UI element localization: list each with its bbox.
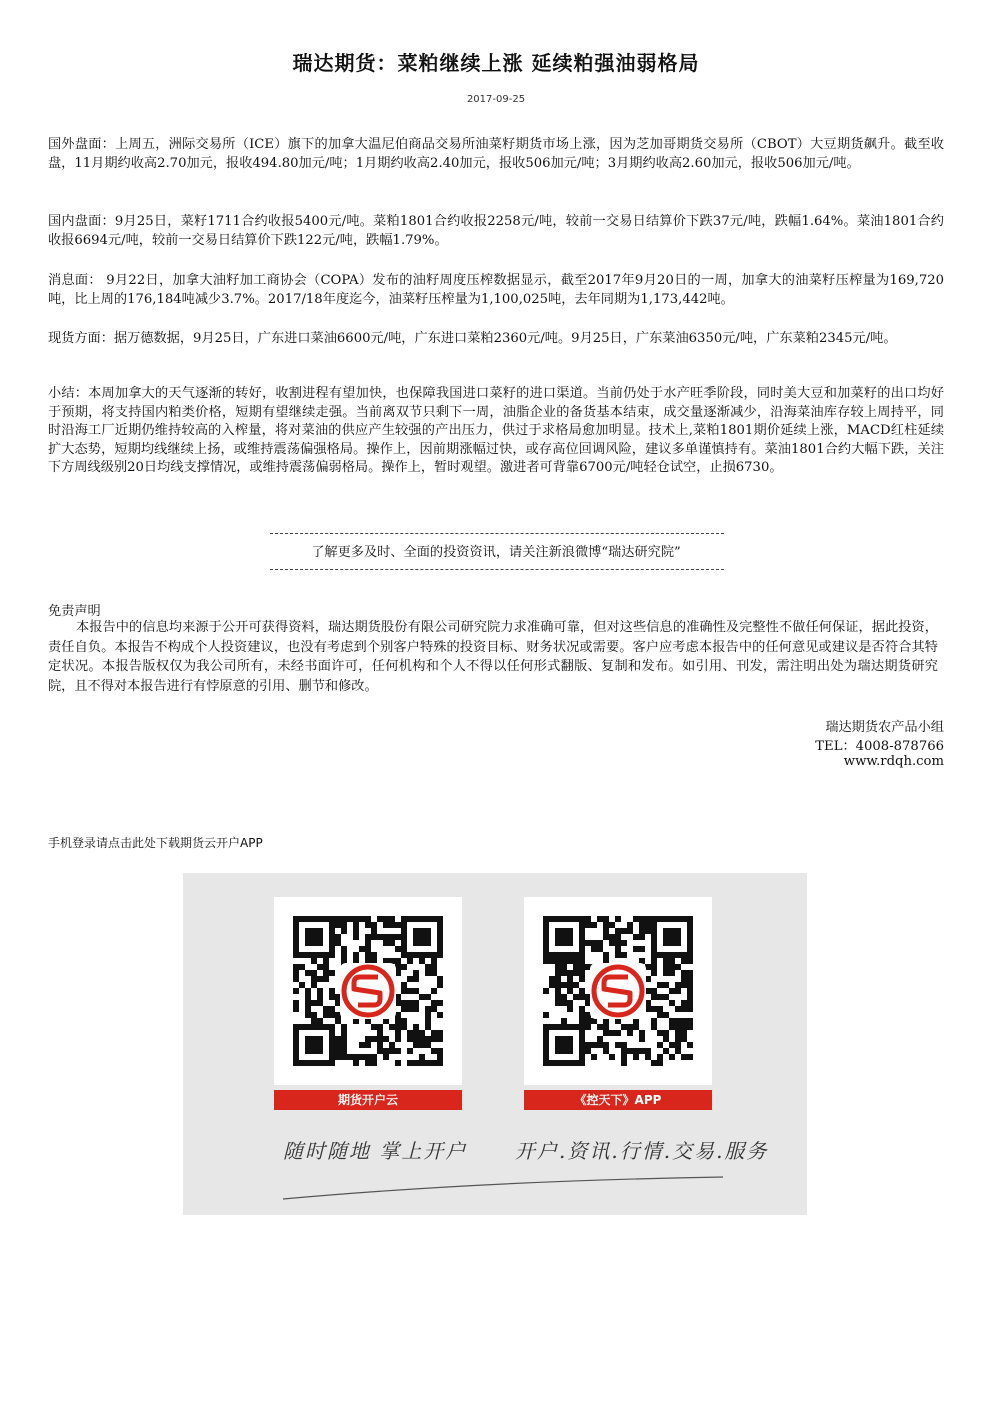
qr-code-icon[interactable] bbox=[274, 897, 462, 1085]
divider-top bbox=[270, 533, 724, 534]
signature-team: 瑞达期货农产品小组 bbox=[825, 720, 944, 735]
app-download-banner[interactable] bbox=[183, 873, 807, 1215]
follow-note: 了解更多及时、全面的投资资讯，请关注新浪微博“瑞达研究院” bbox=[311, 545, 681, 560]
domestic-market-paragraph: 国内盘面：9月25日，菜籽1711合约收报5400元/吨。菜粕1801合约收报2258元/吨，较前一交易日结算价下跌37元/吨，跌幅1.64%。菜油1801合约收报6694元/吨，较前一交易日结算价下跌122元/吨，跌幅1.79%。 bbox=[48, 214, 944, 248]
slogan-right: 开户.资讯.行情.交易.服务 bbox=[515, 1139, 769, 1163]
divider-bottom bbox=[270, 569, 724, 570]
qr-code-icon[interactable] bbox=[524, 897, 712, 1085]
spot-paragraph: 现货方面：据万德数据，9月25日，广东进口菜油6600元/吨，广东进口菜粕2360元/吨。9月25日，广东菜油6350元/吨，广东菜粕2345元/吨。 bbox=[48, 331, 897, 346]
swoosh-decoration bbox=[183, 1173, 807, 1203]
disclaimer-title: 免责声明 bbox=[48, 604, 101, 619]
summary-paragraph: 小结：本周加拿大的天气逐渐的转好，收割进程有望加快，也保障我国进口菜籽的进口渠道。当前仍处于水产旺季阶段，同时美大豆和加菜籽的出口均好于预期，将支持国内粕类价格，短期有望继续走强。当前离双节只剩下一周，油脂企业的备货基本结束，成交量逐渐减少，沿海菜油库存较上周持平，同时沿海工厂近期仍维持较高的入榨量，将对菜油的供应产生较强的产出压力，供过于求格局愈加明显。技术上,菜粕1801期价延续上涨，MACD红柱延续扩大态势，短期均线继续上扬，或维持震荡偏强格局。操作上，因前期涨幅过快，或存高位回调风险，建议多单谨慎持有。菜油1801合约大幅下跌，关注下方周线级别20日均线支撑情况，或维持震荡偏弱格局。操作上，暂时观望。激进者可背靠6700元/吨轻仓试空，止损6730。 bbox=[48, 386, 945, 476]
signature-tel: TEL：4008-878766 bbox=[815, 739, 944, 754]
qr-left-label: 期货开户云 bbox=[274, 1090, 462, 1110]
report-date: 2017-09-25 bbox=[466, 94, 526, 105]
page-title: 瑞达期货：菜粕继续上涨 延续粕强油弱格局 bbox=[292, 51, 700, 75]
qr-right-label: 《控天下》APP bbox=[524, 1090, 712, 1110]
app-download-link[interactable]: 手机登录请点击此处下载期货云开户APP bbox=[48, 836, 263, 850]
overseas-market-paragraph: 国外盘面：上周五，洲际交易所（ICE）旗下的加拿大温尼伯商品交易所油菜籽期货市场上涨，因为芝加哥期货交易所（CBOT）大豆期货飙升。截至收盘，11月期约收高2.70加元，报收494.80加元/吨；1月期约收高2.40加元，报收506加元/吨；3月期约收高2.60加元，报收506加元/吨。 bbox=[48, 137, 944, 171]
disclaimer-body: 本报告中的信息均来源于公开可获得资料，瑞达期货股份有限公司研究院力求准确可靠，但对这些信息的准确性及完整性不做任何保证，据此投资，责任自负。本报告不构成个人投资建议，也没有考虑到个别客户特殊的投资目标、财务状况或需要。客户应考虑本报告中的任何意见或建议是否符合其特定状况。本报告版权仅为我公司所有，未经书面许可，任何机构和个人不得以任何形式翻版、复制和发布。如引用、刊发，需注明出处为瑞达期货研究院，且不得对本报告进行有悖原意的引用、删节和修改。 bbox=[48, 620, 938, 694]
news-paragraph: 消息面： 9月22日，加拿大油籽加工商协会（COPA）发布的油籽周度压榨数据显示，截至2017年9月20日的一周，加拿大的油菜籽压榨量为169,720吨，比上周的176,184吨减少3.7%。2017/18年度迄今，油菜籽压榨量为1,100,025吨，去年同期为1,173,442吨。 bbox=[48, 273, 944, 307]
slogan-left: 随时随地 掌上开户 bbox=[283, 1139, 468, 1163]
signature-website[interactable]: www.rdqh.com bbox=[843, 754, 944, 769]
